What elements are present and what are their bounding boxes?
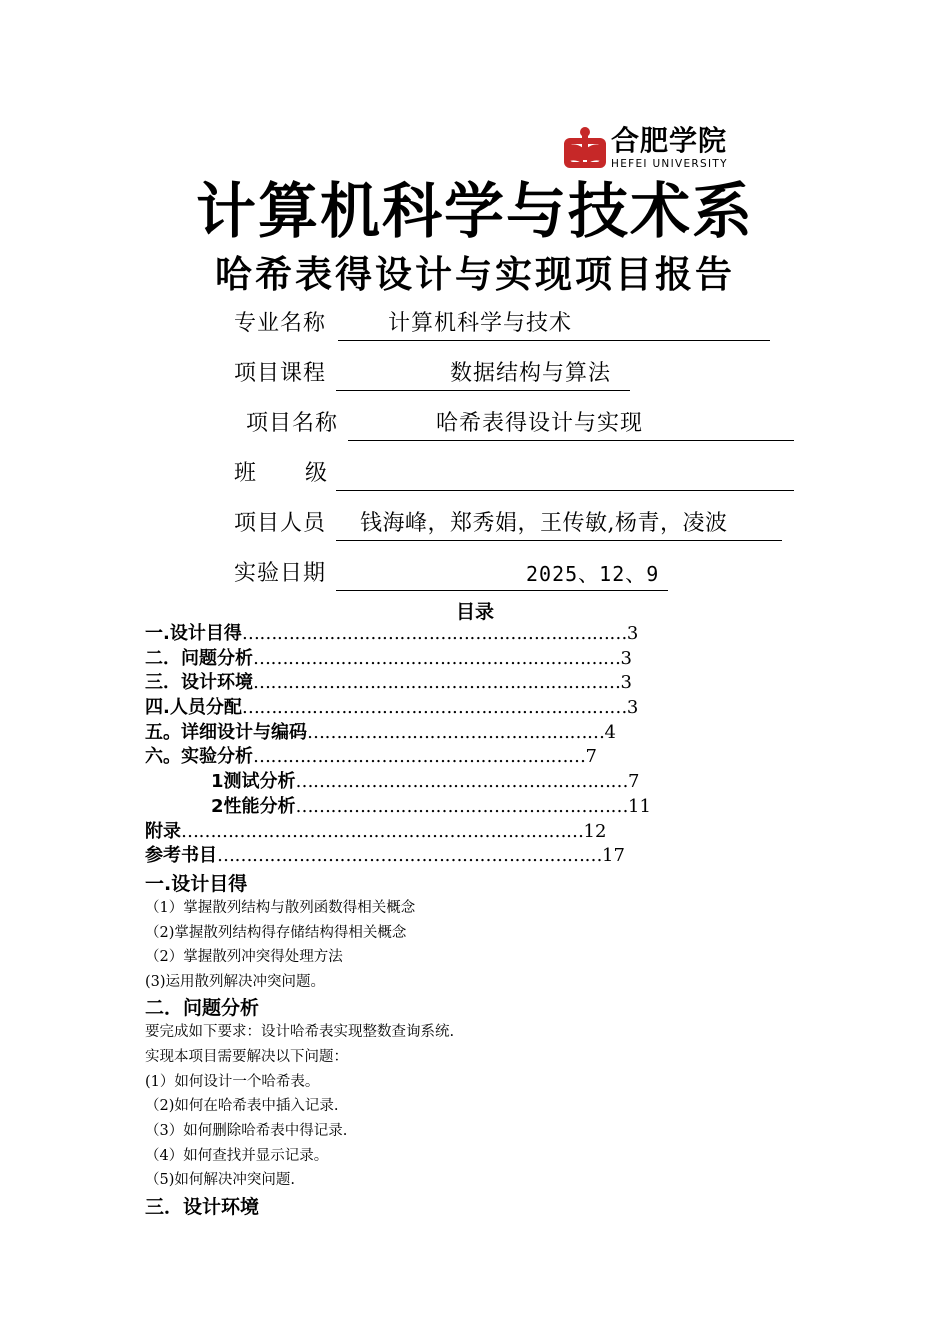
- field-label: 专业名称: [234, 311, 327, 336]
- table-of-contents: [145, 622, 805, 869]
- field-members: [234, 507, 786, 541]
- field-value: 哈希表得设计与实现: [436, 411, 644, 436]
- section-heading: 二．问题分析: [145, 997, 260, 1019]
- paragraph: 实现本项目需要解决以下问题：: [145, 1049, 348, 1065]
- field-label: 项目课程: [234, 361, 327, 386]
- list-item: （2)掌握散列结构得存储结构得相关概念: [145, 925, 407, 941]
- list-item: （3）如何删除哈希表中得记录.: [145, 1123, 348, 1139]
- field-label: 班 级: [234, 461, 328, 486]
- logo-chinese-name: 合肥学院: [611, 124, 728, 157]
- field-value: 数据结构与算法: [450, 361, 612, 386]
- field-value: 钱海峰，郑秀娟，王传敏,杨青，凌波: [360, 511, 728, 536]
- field-label: 实验日期: [234, 561, 327, 586]
- list-item: （1）掌握散列结构与散列函数得相关概念: [145, 900, 416, 916]
- field-value: 2025、12、9: [526, 562, 660, 586]
- toc-item[interactable]: 参考书目…………………………………………………………17: [145, 845, 625, 867]
- toc-heading: 目录: [456, 601, 495, 623]
- toc-item[interactable]: 五。详细设计与编码……………………………………………4: [145, 721, 616, 743]
- toc-item[interactable]: 四.人员分配…………………………………………………………3: [145, 697, 639, 719]
- field-value: 计算机科学与技术: [388, 311, 573, 336]
- toc-item[interactable]: 二．问题分析………………………………………………………3: [145, 647, 632, 669]
- toc-item[interactable]: 一.设计目得…………………………………………………………3: [145, 623, 639, 644]
- toc-item[interactable]: 1测试分析…………………………………………………7: [211, 771, 640, 793]
- field-underline: [336, 457, 794, 491]
- list-item: (3)运用散列解决冲突问题。: [145, 974, 326, 990]
- list-item: （2）掌握散列冲突得处理方法: [145, 949, 343, 965]
- list-item: （2)如何在哈希表中插入记录.: [145, 1098, 339, 1114]
- toc-item[interactable]: 三．设计环境………………………………………………………3: [145, 672, 632, 694]
- field-class: [234, 457, 798, 491]
- logo-english-name: HEFEI UNIVERSITY: [611, 158, 728, 170]
- list-item: （4）如何查找并显示记录。: [145, 1148, 329, 1164]
- section-heading: 三．设计环境: [145, 1196, 260, 1218]
- department-title: 计算机科学与技术系: [196, 177, 754, 247]
- toc-item[interactable]: 附录……………………………………………………………12: [145, 820, 607, 842]
- section-heading: 一.设计目得: [145, 873, 248, 895]
- toc-item[interactable]: 2性能分析…………………………………………………11: [211, 795, 651, 817]
- paragraph: 要完成如下要求：设计哈希表实现整数查询系统.: [145, 1024, 455, 1040]
- field-project-name: [246, 407, 798, 441]
- university-logo: [563, 124, 753, 172]
- field-date: [234, 557, 674, 591]
- list-item: (1）如何设计一个哈希表。: [145, 1074, 320, 1090]
- field-label: 项目人员: [234, 511, 327, 536]
- field-major: [234, 307, 774, 341]
- list-item: （5)如何解决冲突问题.: [145, 1172, 295, 1188]
- report-title: 哈希表得设计与实现项目报告: [215, 253, 735, 296]
- field-label: 项目名称: [246, 411, 339, 436]
- field-course: [234, 357, 634, 391]
- hefei-university-logo-icon: [563, 126, 607, 170]
- toc-item[interactable]: 六。实验分析…………………………………………………7: [145, 746, 597, 768]
